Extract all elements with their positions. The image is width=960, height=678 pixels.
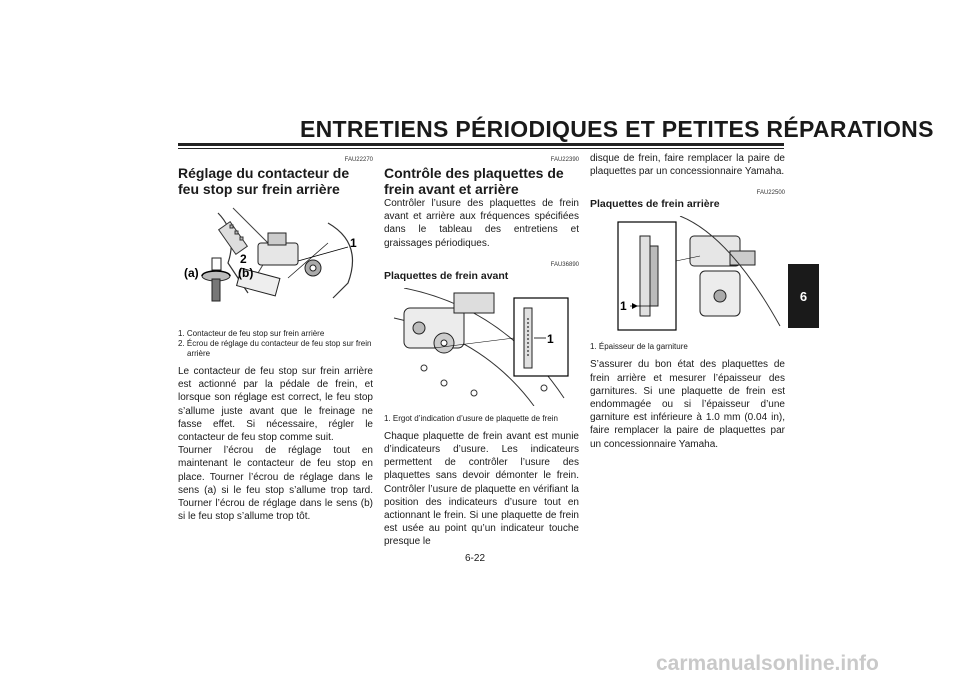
section-title-brake-switch: Réglage du contacteur de feu stop sur frein arrière	[178, 165, 350, 197]
fig-label-a: (a)	[184, 266, 199, 280]
rear-brake-illustration	[590, 216, 785, 334]
figure-caption	[178, 329, 373, 359]
paragraph: S’assurer du bon état des plaquettes de frein arrière et mesurer l’épaisseur des garnitures. Si une plaquette de frein est endommagée ou si l’épaisseur d’une garniture est inférieure à 1.0 mm (0.04 in), faire remplacer la paire de plaquettes par un concessionnaire Yamaha.	[590, 359, 785, 450]
caption-item: 2. Écrou de réglage du contacteur de feu stop sur frein arrière	[178, 339, 372, 358]
brake-switch-illustration	[178, 203, 373, 321]
paragraph: Chaque plaquette de frein avant est munie d’indicateurs d’usure. Les indicateurs permettent de contrôler l’usure des plaquettes sans devoir démonter le frein. Contrôler l’usure de plaquette en vérifiant la position des indicateurs d’usure tout en actionnant le frein. Si une plaquette de frein est usée au point qu’un indicateur touche presque le	[384, 430, 579, 548]
paragraph: Contrôler l’usure des plaquettes de frein avant et arrière aux fréquences spécifiées dans le tableau des entretiens et graissages périodiques.	[384, 198, 579, 249]
caption-item: 1. Épaisseur de la garniture	[590, 342, 688, 352]
section-code: FAU22270	[344, 157, 373, 163]
subsection-title-rear-pads: Plaquettes de frein arrière	[590, 198, 720, 211]
column-rear-pads	[590, 152, 785, 451]
figure-rear-pads	[590, 216, 785, 339]
paragraph: Tourner l’écrou de réglage tout en maintenant le contacteur de feu stop en place. Tourner l’écrou de réglage dans le sens (a) si le feu stop s’allume trop tard. Tourner l’écrou de réglage dans le sens (b) si le feu stop s’allume trop tôt.	[178, 445, 373, 523]
header-rule-thick	[178, 143, 784, 146]
figure-caption	[590, 342, 785, 352]
fig-label-1: 1	[547, 331, 554, 346]
paragraph: disque de frein, faire remplacer la paire de plaquettes par un concessionnaire Yamaha.	[590, 153, 785, 178]
page-header-title: ENTRETIENS PÉRIODIQUES ET PETITES RÉPARATIONS	[300, 116, 934, 142]
figure-front-pads	[384, 288, 579, 411]
section-code: FAU36890	[550, 261, 579, 268]
chapter-tab: 6	[788, 264, 819, 328]
fig-label-2: 2	[240, 252, 247, 266]
caption-item: 1. Contacteur de feu stop sur frein arrière	[178, 329, 325, 338]
figure-brake-switch	[178, 203, 373, 326]
watermark: carmanualsonline.info	[656, 652, 879, 675]
section-code: FAU22390	[550, 157, 579, 163]
caption-item: 1. Ergot d’indication d’usure de plaquette de frein	[384, 413, 558, 423]
header-rule-thin	[178, 148, 784, 149]
section-title-brake-pads: Contrôle des plaquettes de frein avant et arrière	[384, 165, 564, 197]
fig-label-1: 1	[620, 299, 627, 314]
fig-label-b: (b)	[238, 266, 254, 280]
figure-caption	[384, 414, 579, 424]
fig-label-1: 1	[350, 236, 357, 250]
front-brake-illustration	[384, 288, 579, 406]
paragraph: Le contacteur de feu stop sur frein arrière est actionné par la pédale de frein, et lorsque son réglage est correct, le feu stop s’allume juste avant que le freinage ne fasse effet. Si nécessaire, régler le contacteur de feu stop comme suit.	[178, 366, 373, 444]
subsection-title-front-pads: Plaquettes de frein avant	[384, 269, 509, 282]
section-code: FAU22500	[756, 190, 785, 197]
column-brake-pads	[384, 152, 579, 549]
page-number: 6-22	[465, 553, 486, 564]
column-brake-switch	[178, 152, 373, 523]
